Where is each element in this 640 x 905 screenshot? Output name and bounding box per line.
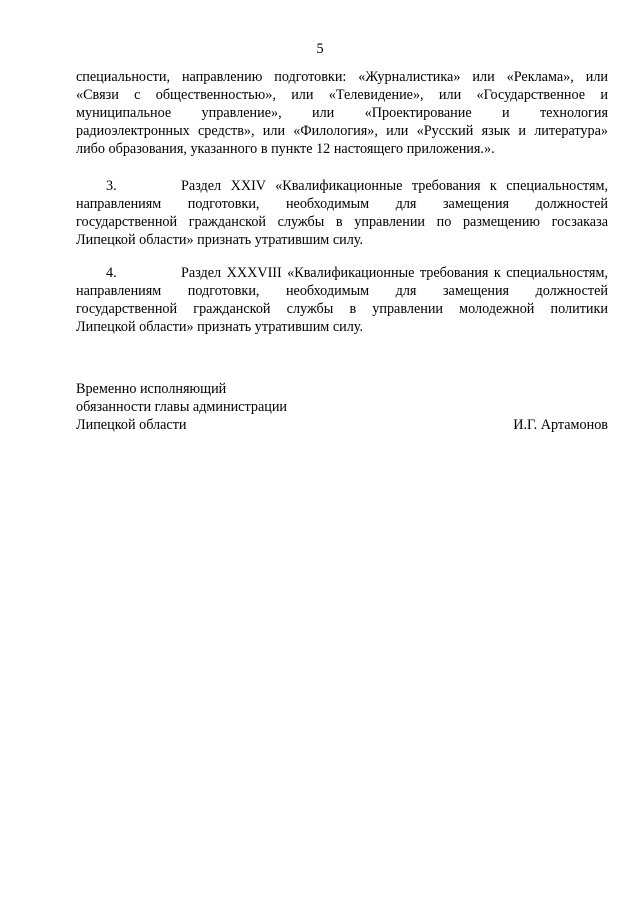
item-number: 3. [106, 178, 117, 194]
signature-block [76, 380, 608, 434]
signatory-name: И.Г. Артамонов [513, 417, 608, 434]
text-line: Липецкой области» признать утратившим силу. [76, 232, 364, 249]
signatory-position-line: обязанности главы администрации [76, 399, 288, 416]
page-number: 5 [316, 41, 324, 57]
text-line: радиоэлектронных средств», или «Филология», или «Русский язык и литература» [76, 123, 608, 140]
item-4-first-line [76, 264, 608, 282]
text-line: государственной гражданской службы в управлении по размещению госзаказа [76, 214, 608, 231]
item-3 [76, 177, 608, 249]
signatory-position-line: Липецкой области [76, 417, 187, 434]
text-line: направлениям подготовки, необходимым для замещения должностей [76, 196, 608, 213]
item-3-first-line [76, 177, 608, 195]
text-line: либо образования, указанного в пункте 12 настоящего приложения.». [76, 141, 495, 158]
signature-row [76, 416, 608, 434]
item-number: 4. [106, 265, 117, 281]
item-4 [76, 264, 608, 336]
text-line: государственной гражданской службы в управлении молодежной политики [76, 301, 608, 318]
text-line: Раздел XXIV «Квалификационные требования к специальностям, [181, 178, 608, 194]
text-line: муниципальное управление», или «Проектирование и технология [76, 105, 608, 122]
text-line: направлениям подготовки, необходимым для замещения должностей [76, 283, 608, 300]
text-line: специальности, направлению подготовки: «Журналистика» или «Реклама», или [76, 69, 608, 85]
text-line: «Связи с общественностью», или «Телевидение», или «Государственное и [76, 87, 608, 104]
signatory-position-line: Временно исполняющий [76, 381, 227, 397]
text-line: Липецкой области» признать утратившим силу. [76, 319, 364, 336]
paragraph-continuation [76, 68, 608, 158]
text-line: Раздел XXXVIII «Квалификационные требования к специальностям, [181, 265, 608, 281]
